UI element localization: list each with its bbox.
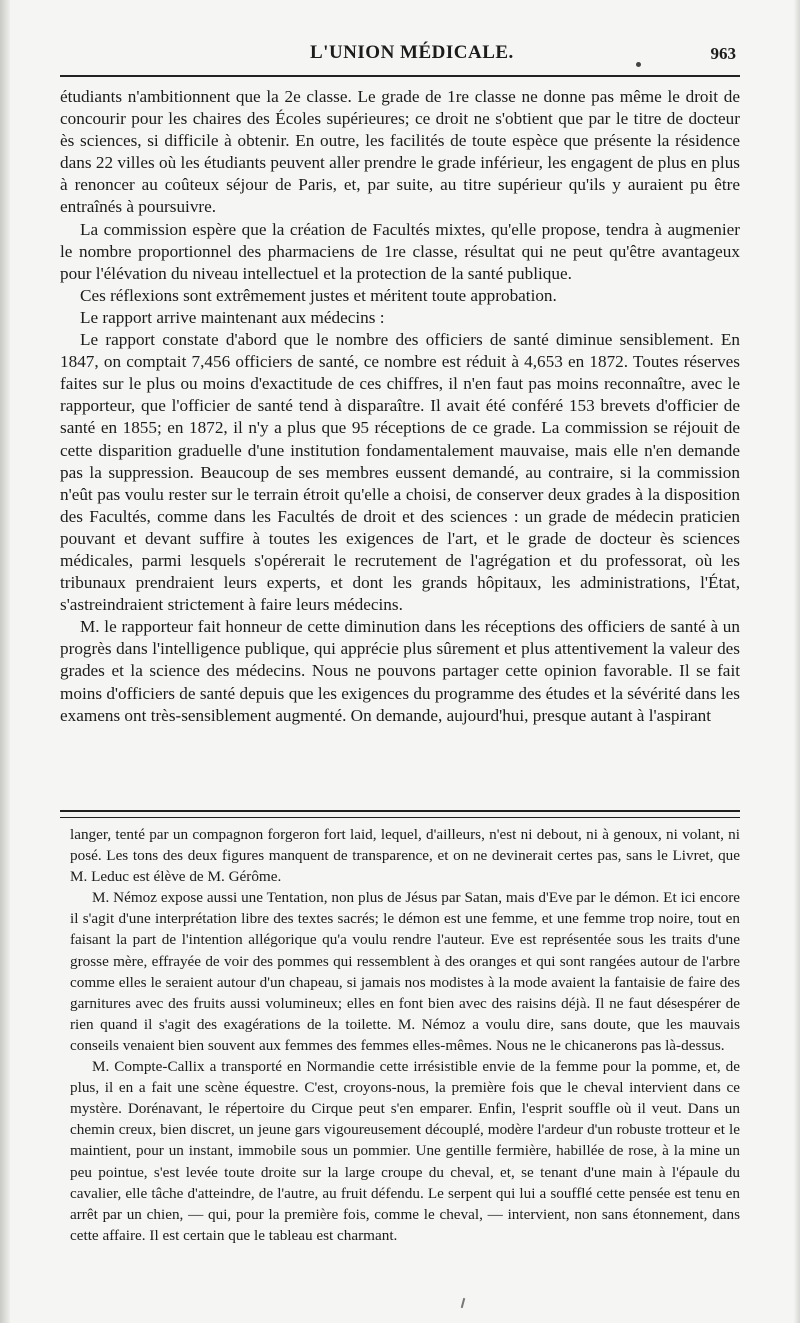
paragraph: Le rapport arrive maintenant aux médecins : bbox=[80, 307, 385, 327]
page-shadow-left bbox=[0, 0, 10, 1323]
feuilleton-paragraph: langer, tenté par un compagnon forgeron fort laid, lequel, d'ailleurs, n'est ni debout, ni à genoux, ni volant, ni posé. Les tons des deux figures manquent de transparence, et on ne devinerait certes pas, sans le Livret, que M. Leduc est élève de M. Gérôme. bbox=[70, 826, 740, 886]
paragraph: Ces réflexions sont extrêmement justes et méritent toute approbation. bbox=[80, 285, 557, 305]
page-shadow-right bbox=[794, 0, 800, 1323]
header-rule bbox=[60, 75, 740, 77]
paragraph: Le rapport constate d'abord que le nombre des officiers de santé diminue sensiblement. En 1847, on comptait 7,456 officiers de santé, ce nombre est réduit à 4,653 en 1872. Toutes réserves faites sur le plus ou moins d'exactitude de ces chiffres, il n'en faut pas moins reconnaître, avec le rapporteur, que l'officier de santé tend à disparaître. Il avait été conféré 153 brevets d'officier de santé en 1855; en 1872, il n'y a plus que 95 réceptions de ce grade. La commission se réjouit de cette disparition graduelle d'une institution fondamentalement mauvaise, mais elle n'en demande pas la suppression. Beaucoup de ses membres eussent demandé, au contraire, si la commission n'eût pas voulu rester sur le terrain étroit qu'elle a choisi, de conserver deux grades à la disposition des Facultés, comme dans les Facultés de droit et des sciences : un grade de médecin praticien pouvant et devant suffire à toutes les exigences de l'art, et le grade de docteur ès sciences médicales, parmi lesquels s'opérerait le recrutement de l'agrégation et du professorat, où les tribunaux prendraient leurs experts, et dont les grands hôpitaux, les administrations, l'État, s'astreindraient strictement à faire leurs médecins. bbox=[60, 330, 740, 615]
feuilleton-text bbox=[70, 824, 740, 1246]
paragraph: La commission espère que la création de Facultés mixtes, qu'elle propose, tendra à augmenier le nombre proportionnel des pharmaciens de 1re classe, résultat qui ne peut qu'être avantageux pour l'élévation du niveau intellectuel et la protection de la santé publique. bbox=[60, 219, 740, 283]
ink-dot bbox=[636, 62, 641, 67]
feuilleton-paragraph: M. Némoz expose aussi une Tentation, non plus de Jésus par Satan, mais d'Eve par le démon. Et ici encore il s'agit d'une interprétation libre des textes sacrés; le démon est une femme, et une femme trop noire, tout en faisant la part de l'intention allégorique qu'a voulu rendre l'auteur. Eve est représentée sous les traits d'une grosse mère, effrayée de voir des pommes qui ressemblent à des oranges et qui sont rangées autour de l'arbre comme elles le seraient autour d'un chapeau, si jamais nos modistes à la mode avaient la fantaisie de faire des garnitures avec des fruits aussi volumineux; elles en font bien avec des raisins déjà. Il ne faut désespérer de rien quand il s'agit des exagérations de la toilette. M. Némoz a voulu dire, sans doute, que les mauvais conseils venaient bien souvent aux femmes des femmes elles-mêmes. Nous ne le chicanerons pas là-dessus. bbox=[70, 889, 740, 1054]
ink-mark bbox=[461, 1298, 466, 1308]
page-header bbox=[60, 38, 740, 68]
running-title: L'UNION MÉDICALE. bbox=[310, 42, 514, 63]
main-text bbox=[60, 86, 740, 727]
feuilleton-paragraph: M. Compte-Callix a transporté en Normandie cette irrésistible envie de la femme pour la pomme, et, de plus, il en a fait une scène équestre. C'est, croyons-nous, la première fois que le cheval intervient dans ce mystère. Dorénavant, le répertoire du Cirque peut s'en emparer. Enfin, l'esprit souffle où il veut. Dans un chemin creux, bien discret, un jeune gars vigoureusement découplé, modère l'ardeur d'un robuste trotteur et le maintient, pour un instant, immobile sous un pommier. Une gentille fermière, habillée de rose, à la mine un peu pointue, s'est levée toute droite sur la large croupe du cheval, et, se tenant d'une main à l'épaule du cavalier, elle tâche d'atteindre, de l'autre, au fruit défendu. Le serpent qui lui a soufflé cette pensée est tenu en arrêt par un chien, — qui, pour la première fois, comme le cheval, — intervient, non sans étonnement, dans cette affaire. Il est certain que le tableau est charmant. bbox=[70, 1058, 740, 1244]
paragraph: étudiants n'ambitionnent que la 2e classe. Le grade de 1re classe ne donne pas même le droit de concourir pour les chaires des Écoles supérieures; ce droit ne s'obtient que par le titre de docteur ès sciences, si difficile à obtenir. En outre, les facilités de toute espèce que présente la résidence dans 22 villes où les étudiants peuvent aller prendre le grade inférieur, les engagent de plus en plus à renoncer au coûteux séjour de Paris, et, par suite, au titre supérieur qu'ils y auraient pu être entraînés à poursuivre. bbox=[60, 87, 740, 217]
paragraph: M. le rapporteur fait honneur de cette diminution dans les réceptions des officiers de santé à un progrès dans l'intelligence publique, qui apprécie plus sûrement et plus attentivement la valeur des grades et la science des médecins. Nous ne pouvons partager cette opinion favorable. Il se fait moins d'officiers de santé depuis que les exigences du programme des études et la sévérité dans les examens ont très-sensiblement augmenté. On demande, aujourd'hui, presque autant à l'aspirant bbox=[60, 617, 740, 725]
page-number: 963 bbox=[710, 44, 736, 63]
feuilleton-separator bbox=[60, 810, 740, 818]
